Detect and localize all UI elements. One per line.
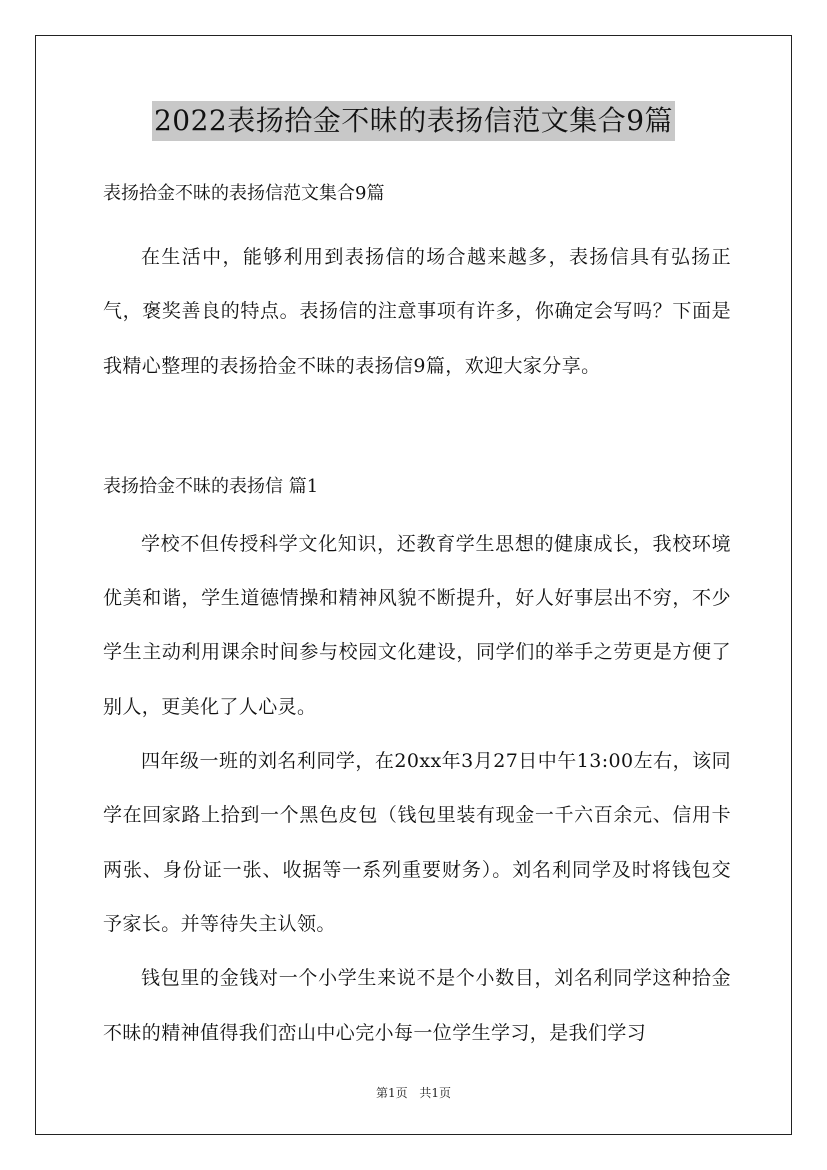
- body-paragraph-1: 学校不但传授科学文化知识，还教育学生思想的健康成长，我校环境优美和谐，学生道德情操和精神风貌不断提升，好人好事层出不穷，不少学生主动利用课余时间参与校园文化建设，同学们的举手之劳更是方便了别人，更美化了人心灵。: [103, 532, 731, 718]
- body-paragraph-3: 钱包里的金钱对一个小学生来说不是个小数目，刘名利同学这种拾金不昧的精神值得我们峦山中心完小每一位学生学习，是我们学习: [103, 967, 731, 1044]
- body-paragraph-2: 四年级一班的刘名利同学，在20xx年3月27日中午13:00左右，该同学在回家路上拾到一个黑色皮包（钱包里装有现金一千六百余元、信用卡两张、身份证一张、收据等一系列重要财务）。刘名利同学及时将钱包交予家长。并等待失主认领。: [103, 750, 731, 935]
- intro-paragraph: 在生活中，能够利用到表扬信的场合越来越多，表扬信具有弘扬正气，褒奖善良的特点。表扬信的注意事项有许多，你确定会写吗？下面是我精心整理的表扬拾金不昧的表扬信9篇，欢迎大家分享。: [103, 246, 731, 377]
- total-pages: 共1页: [419, 1086, 452, 1100]
- document-subtitle: 表扬拾金不昧的表扬信范文集合9篇: [103, 183, 385, 204]
- page-number: 第1页: [375, 1086, 408, 1100]
- title-container: [0, 101, 827, 141]
- page-footer: [0, 1084, 827, 1102]
- document-body: [103, 178, 731, 1060]
- document-title: 2022表扬拾金不昧的表扬信范文集合9篇: [152, 101, 675, 141]
- section-heading: 表扬拾金不昧的表扬信 篇1: [103, 475, 319, 497]
